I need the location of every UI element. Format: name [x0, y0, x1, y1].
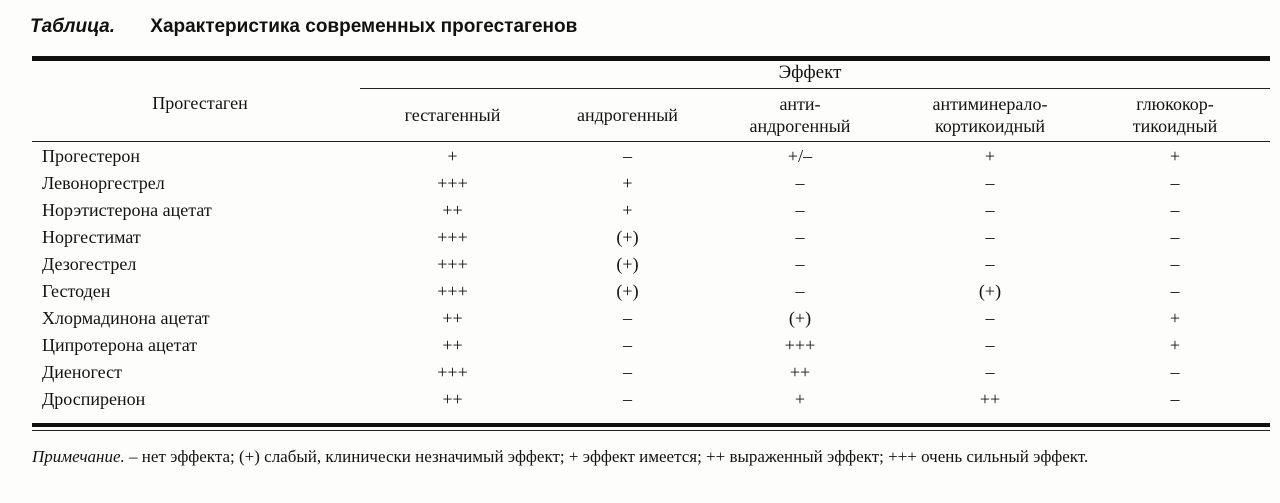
table-row: [0, 386, 1280, 413]
header-androgenic-text: андрогенный: [577, 105, 678, 125]
effect-group-rule: [360, 88, 1270, 89]
header-glucocorticoid: [1105, 93, 1245, 137]
table-label: Таблица.: [30, 16, 115, 37]
cell-androgenic: (+): [616, 281, 639, 301]
progestagen-name: Норгестимат: [42, 227, 141, 247]
cell-antimineralocorticoid: (+): [978, 281, 1002, 301]
header-antiandrogenic-line2: андрогенный: [749, 116, 851, 136]
header-antiandrogenic-line1: анти-: [779, 94, 821, 114]
header-antiandrogenic: [725, 93, 875, 137]
cell-antimineralocorticoid: –: [985, 362, 995, 382]
cell-antimineralocorticoid: –: [985, 254, 995, 274]
cell-antimineralocorticoid: –: [985, 227, 995, 247]
header-effect-group: Эффект: [778, 62, 842, 83]
cell-glucocorticoid: –: [1170, 173, 1180, 193]
table-row: [0, 170, 1280, 197]
cell-glucocorticoid: –: [1170, 281, 1180, 301]
cell-antimineralocorticoid: ++: [979, 389, 1001, 409]
header-rule: [32, 141, 1270, 142]
cell-glucocorticoid: +: [1169, 308, 1181, 328]
progestagen-name: Гестоден: [42, 281, 111, 301]
cell-antiandrogenic: ++: [789, 362, 811, 382]
progestagen-name: Хлормадинона ацетат: [42, 308, 210, 328]
table-row: [0, 305, 1280, 332]
progestagen-name: Прогестерон: [42, 146, 141, 166]
cell-androgenic: +: [622, 173, 633, 193]
header-antimineralocorticoid: [905, 93, 1075, 137]
table-note: [32, 445, 1270, 469]
table-row: [0, 278, 1280, 305]
cell-antimineralocorticoid: –: [985, 308, 995, 328]
cell-glucocorticoid: –: [1170, 254, 1180, 274]
header-antimineralocorticoid-line2: кортикоидный: [934, 116, 1046, 136]
cell-antiandrogenic: –: [795, 200, 805, 220]
table-row: [0, 197, 1280, 224]
cell-gestagenic: ++: [442, 335, 463, 355]
header-glucocorticoid-line1: глюкокор-: [1136, 94, 1214, 114]
cell-glucocorticoid: –: [1170, 389, 1180, 409]
note-text: – нет эффекта; (+) слабый, клинически незначимый эффект; + эффект имеется; ++ выраженный эффект; +++ очень сильный эффект.: [124, 447, 1089, 466]
cell-antiandrogenic: –: [795, 173, 805, 193]
bottom-rule-thin: [32, 430, 1270, 431]
cell-glucocorticoid: –: [1170, 227, 1180, 247]
cell-gestagenic: ++: [442, 200, 463, 220]
cell-antimineralocorticoid: +: [984, 146, 996, 166]
progestagen-name: Левоноргестрел: [42, 173, 165, 193]
table-title-text: Характеристика современных прогестагенов: [150, 16, 578, 37]
cell-androgenic: –: [623, 335, 632, 355]
cell-antiandrogenic: +/–: [787, 146, 813, 166]
cell-glucocorticoid: –: [1170, 200, 1180, 220]
progestagen-name: Дезогестрел: [42, 254, 137, 274]
progestagen-name: Ципротерона ацетат: [42, 335, 198, 355]
progestagen-name: Диеногест: [42, 362, 122, 382]
cell-gestagenic: +++: [437, 281, 468, 301]
cell-glucocorticoid: +: [1169, 335, 1181, 355]
cell-gestagenic: ++: [442, 389, 463, 409]
table-title: [30, 16, 577, 38]
header-glucocorticoid-line2: тикоидный: [1132, 116, 1218, 136]
cell-gestagenic: +++: [437, 227, 468, 247]
cell-gestagenic: +: [447, 146, 458, 166]
cell-antiandrogenic: –: [795, 254, 805, 274]
header-gestagenic-text: гестагенный: [404, 105, 501, 125]
cell-androgenic: –: [623, 146, 632, 166]
header-antimineralocorticoid-line1: антиминерало-: [932, 94, 1048, 114]
note-label: Примечание.: [32, 447, 125, 466]
cell-androgenic: (+): [616, 254, 639, 274]
header-progestagen: Прогестаген: [152, 93, 248, 113]
cell-androgenic: –: [623, 308, 632, 328]
cell-antiandrogenic: –: [795, 227, 805, 247]
cell-antimineralocorticoid: –: [985, 335, 995, 355]
cell-gestagenic: +++: [437, 254, 468, 274]
cell-gestagenic: +++: [437, 173, 468, 193]
cell-glucocorticoid: +: [1169, 146, 1181, 166]
table-row: [0, 332, 1280, 359]
progestagen-name: Норэтистерона ацетат: [42, 200, 212, 220]
table-row: [0, 224, 1280, 251]
header-gestagenic: [380, 104, 525, 126]
cell-antiandrogenic: +++: [784, 335, 816, 355]
bottom-rule: [32, 423, 1270, 427]
table-row: [0, 143, 1280, 170]
cell-antiandrogenic: +: [794, 389, 806, 409]
cell-glucocorticoid: –: [1170, 362, 1180, 382]
progestagen-name: Дроспиренон: [42, 389, 146, 409]
table-row: [0, 359, 1280, 386]
cell-antimineralocorticoid: –: [985, 200, 995, 220]
cell-antimineralocorticoid: –: [985, 173, 995, 193]
cell-androgenic: +: [622, 200, 633, 220]
cell-androgenic: (+): [616, 227, 639, 247]
cell-antiandrogenic: –: [795, 281, 805, 301]
cell-antiandrogenic: (+): [788, 308, 812, 328]
cell-androgenic: –: [623, 362, 632, 382]
cell-androgenic: –: [623, 389, 632, 409]
top-rule: [32, 56, 1270, 61]
header-androgenic: [555, 104, 700, 126]
cell-gestagenic: +++: [437, 362, 468, 382]
table-row: [0, 251, 1280, 278]
cell-gestagenic: ++: [442, 308, 463, 328]
